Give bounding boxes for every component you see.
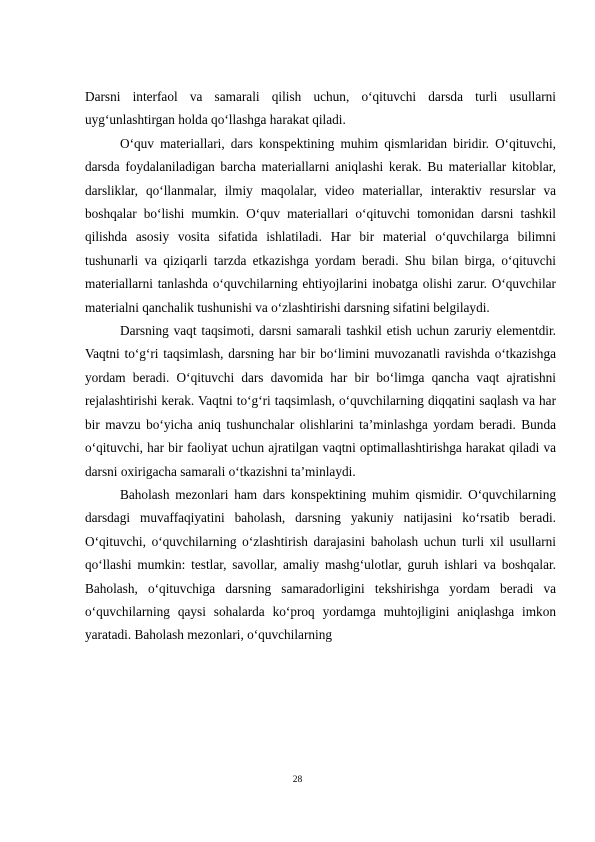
paragraph-intro-continuation: Darsni interfaol va samarali qilish uchun, o‘qituvchi darsda turli usullarni uyg‘unlashtirgan holda qo‘llashga harakat qiladi. <box>85 89 556 128</box>
page-number: 28 <box>292 775 303 785</box>
document-body <box>85 85 556 647</box>
paragraph-assessment-criteria: Baholash mezonlari ham dars konspektining muhim qismidir. O‘quvchilarning darsdagi muvaffaqiyatini baholash, darsning yakuniy natijasini ko‘rsatib beradi. O‘qituvchi, o‘quvchilarning o‘zlashtirish darajasini baholash uchun turli xil usullarni qo‘llashi mumkin: testlar, savollar, amaliy mashg‘ulotlar, guruh ishlari va boshqalar. Baholash, o‘qituvchiga darsning samaradorligini tekshirishga yordam beradi va o‘quvchilarning qaysi sohalarda ko‘proq yordamga muhtojligini aniqlashga imkon yaratadi. Baholash mezonlari, o‘quvchilarning <box>85 486 556 643</box>
paragraph-study-materials: O‘quv materiallari, dars konspektining muhim qismlaridan biridir. O‘qituvchi, darsda foydalaniladigan barcha materiallarni aniqlashi kerak. Bu materiallar kitoblar, darsliklar, qo‘llanmalar, ilmiy maqolalar, video materiallar, interaktiv resurslar va boshqalar bo‘lishi mumkin. O‘quv materiallari o‘qituvchi tomonidan darsni tashkil qilishda asosiy vosita sifatida ishlatiladi. Har bir material o‘quvchilarga bilimni tushunarli va qiziqarli tarzda etkazishga yordam beradi. Shu bilan birga, o‘qituvchi materiallarni tanlashda o‘quvchilarning ehtiyojlarini inobatga olishi zarur. O‘quvchilar materialni qanchalik tushunishi va o‘zlashtirishi darsning sifatini belgilaydi. <box>85 135 556 315</box>
paragraph-time-allocation: Darsning vaqt taqsimoti, darsni samarali tashkil etish uchun zaruriy elementdir. Vaqtni to‘g‘ri taqsimlash, darsning har bir bo‘limini muvozanatli ravishda o‘tkazishga yordam beradi. O‘qituvchi dars davomida har bir bo‘limga qancha vaqt ajratishni rejalashtirishi kerak. Vaqtni to‘g‘ri taqsimlash, o‘quvchilarning diqqatini saqlash va har bir mavzu bo‘yicha aniq tushunchalar olishlarini ta’minlashga yordam beradi. Bunda o‘qituvchi, har bir faoliyat uchun ajratilgan vaqtni optimallashtirishga harakat qiladi va darsni oxirigacha samarali o‘tkazishni ta’minlaydi. <box>85 323 556 479</box>
